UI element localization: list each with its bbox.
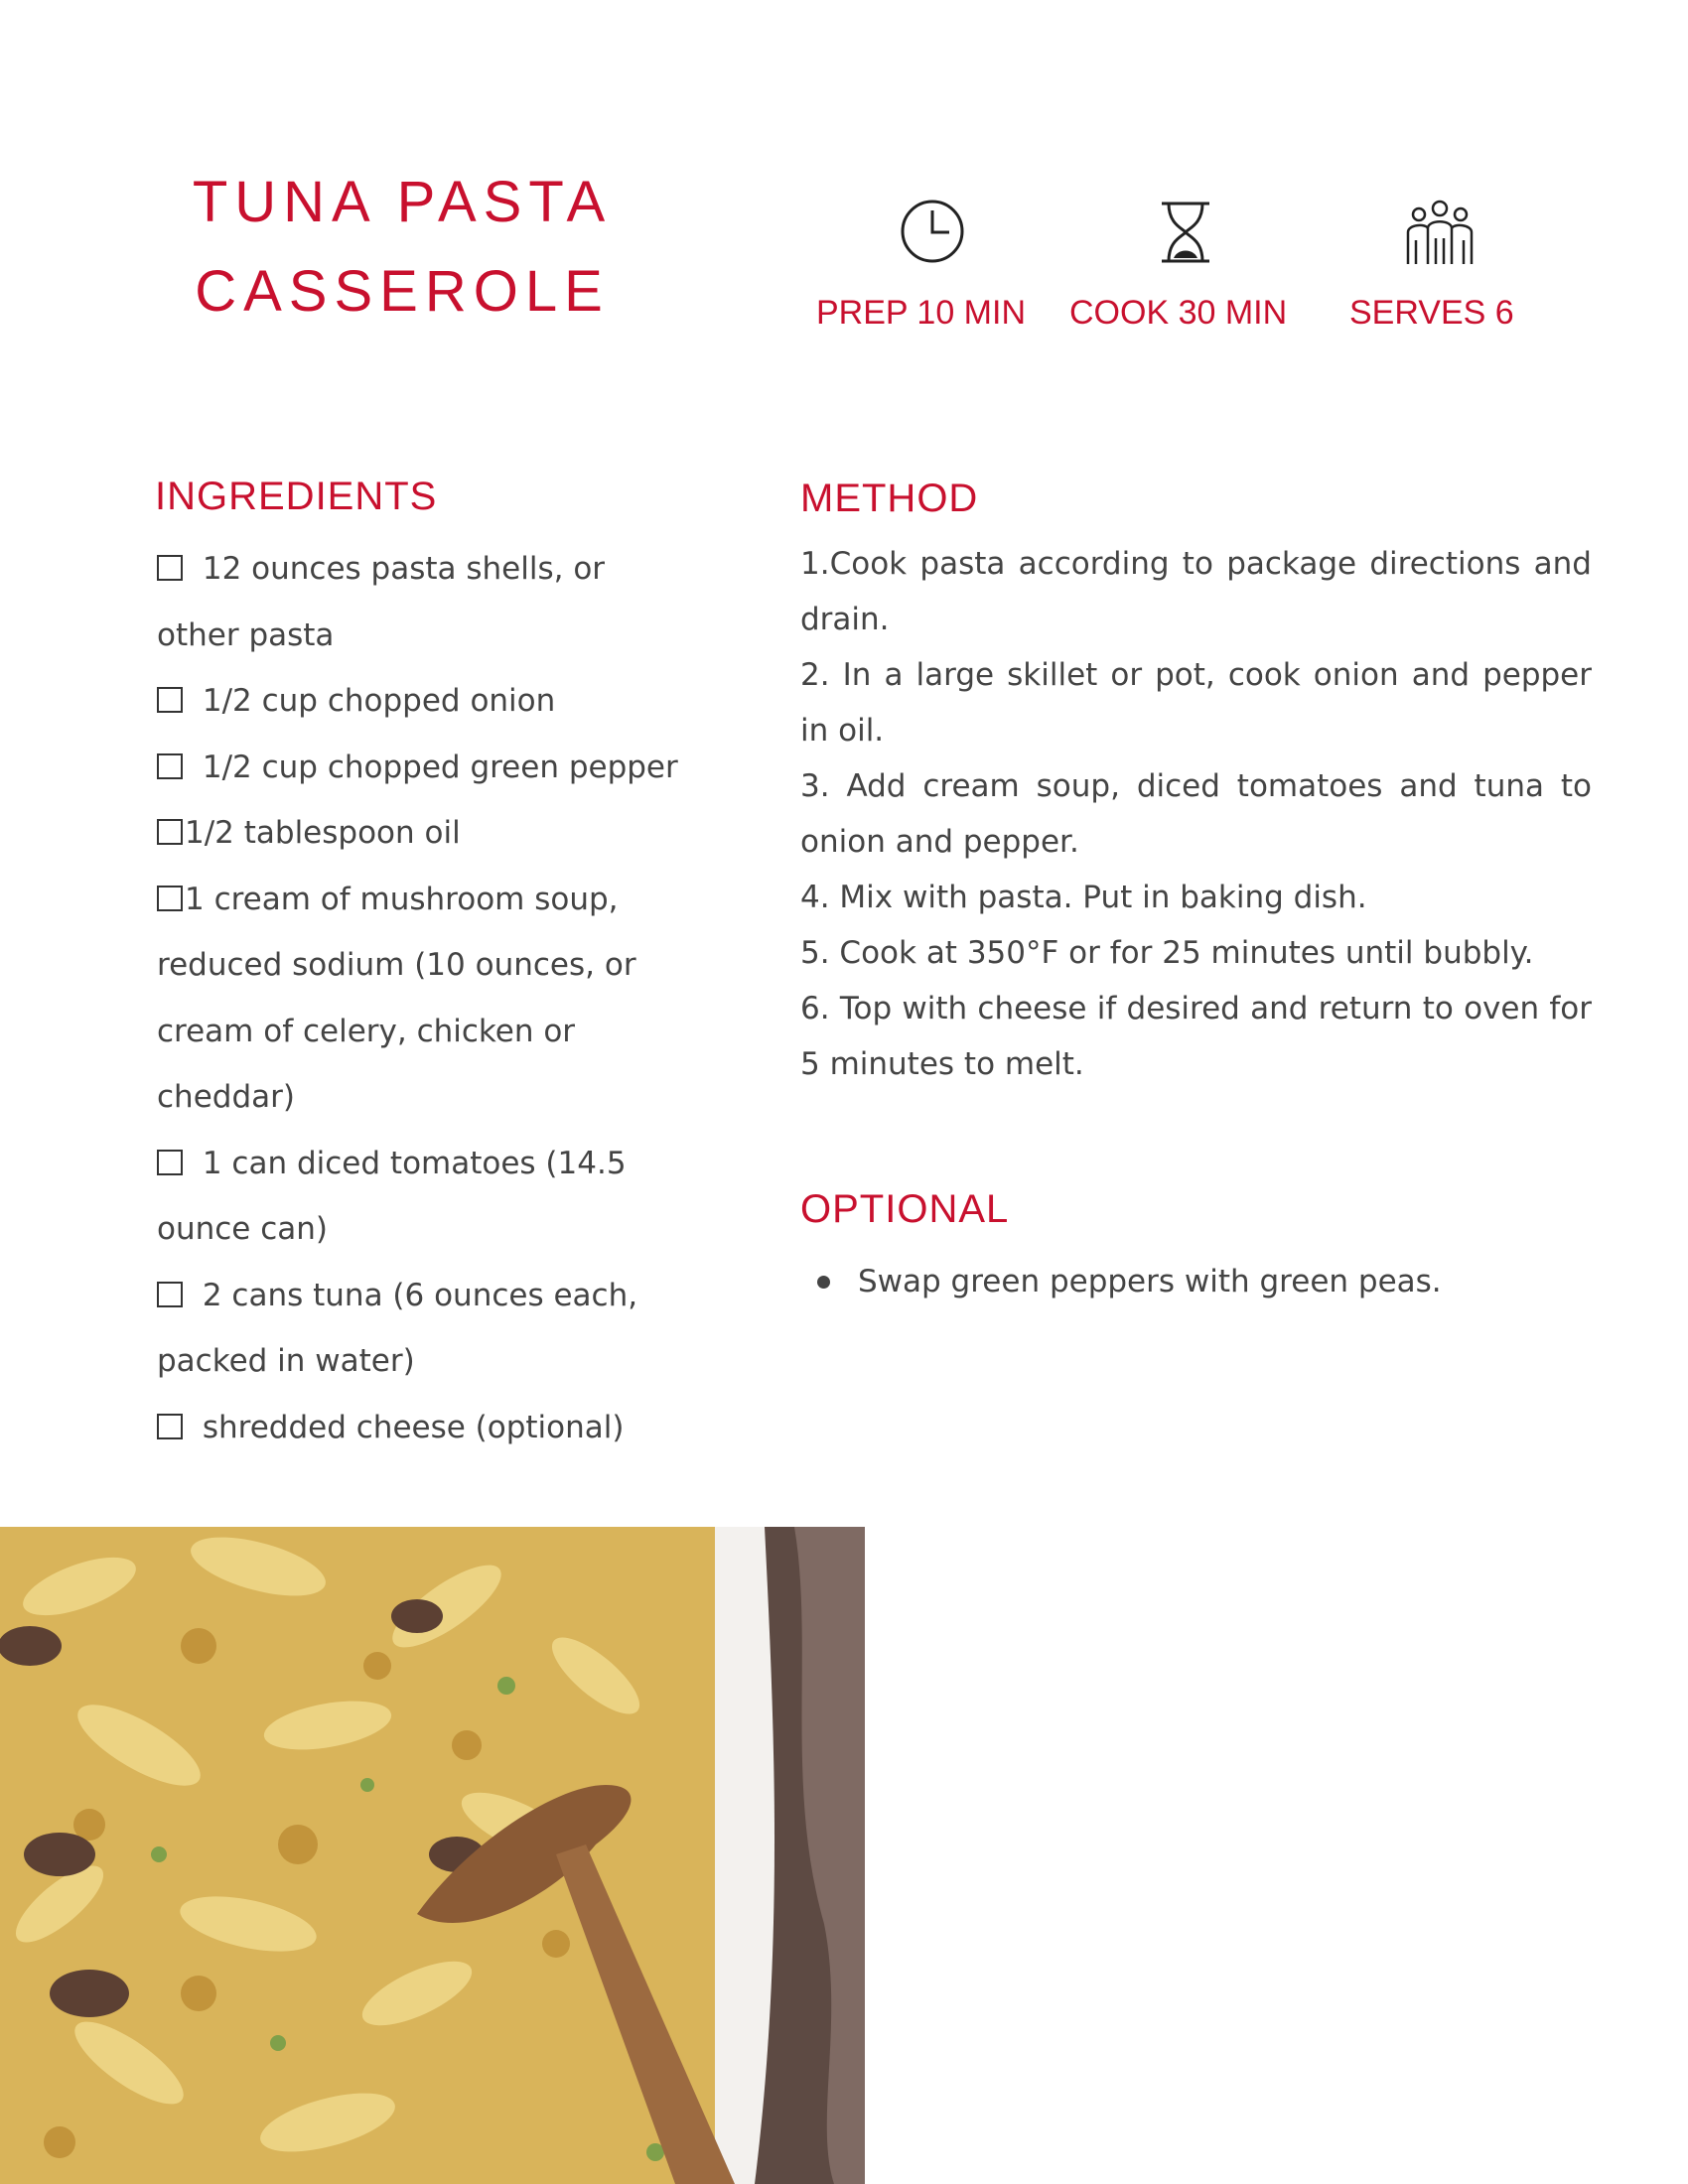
method-step: 1.Cook pasta according to package directions and drain. — [800, 546, 1592, 637]
method-steps — [800, 536, 1592, 1092]
casserole-photo — [0, 1527, 865, 2184]
recipe-title-line-2: CASSEROLE — [195, 259, 610, 324]
method-step: 5. Cook at 350°F or for 25 minutes until bubbly. — [800, 935, 1534, 971]
checkbox[interactable] — [157, 819, 183, 845]
checkbox[interactable] — [157, 555, 183, 581]
ingredients-heading: INGREDIENTS — [155, 475, 438, 518]
ingredient-item[interactable]: 1/2 cup chopped green pepper — [157, 735, 683, 801]
servings-label: SERVES 6 — [1349, 294, 1514, 332]
checkbox[interactable] — [157, 1150, 183, 1175]
ingredient-item[interactable]: shredded cheese (optional) — [157, 1395, 683, 1461]
bullet-icon — [817, 1276, 830, 1289]
ingredients-list — [157, 536, 683, 1460]
method-step: 2. In a large skillet or pot, cook onion and pepper in oil. — [800, 657, 1592, 749]
optional-heading: OPTIONAL — [800, 1187, 1010, 1231]
optional-item: Swap green peppers with green peas. — [800, 1254, 1592, 1309]
method-step: 3. Add cream soup, diced tomatoes and tuna to onion and pepper. — [800, 768, 1592, 860]
checkbox[interactable] — [157, 886, 183, 911]
cook-time-label: COOK 30 MIN — [1069, 294, 1288, 332]
checkbox[interactable] — [157, 753, 183, 779]
method-step: 4. Mix with pasta. Put in baking dish. — [800, 880, 1367, 915]
ingredient-item[interactable]: 1/2 tablespoon oil — [157, 800, 683, 867]
method-step: 6. Top with cheese if desired and return to oven for 5 minutes to melt. — [800, 991, 1592, 1082]
ingredient-item[interactable]: 12 ounces pasta shells, or other pasta — [157, 551, 606, 653]
checkbox[interactable] — [157, 1282, 183, 1307]
recipe-title-line-1: TUNA PASTA — [192, 170, 613, 234]
clock-icon — [900, 199, 965, 264]
people-icon — [1404, 199, 1476, 266]
checkbox[interactable] — [157, 1414, 183, 1439]
prep-time-label: PREP 10 MIN — [816, 294, 1027, 332]
hourglass-icon — [1158, 201, 1213, 264]
ingredient-item[interactable]: 2 cans tuna (6 ounces each, packed in water) — [157, 1277, 638, 1379]
method-heading: METHOD — [800, 477, 979, 520]
checkbox[interactable] — [157, 687, 183, 713]
ingredient-item[interactable]: 1 cream of mushroom soup, reduced sodium (10 ounces, or cream of celery, chicken or cheddar) — [157, 881, 636, 1115]
ingredient-item[interactable]: 1/2 cup chopped onion — [157, 668, 683, 735]
optional-list — [800, 1254, 1592, 1309]
ingredient-item[interactable]: 1 can diced tomatoes (14.5 ounce can) — [157, 1145, 627, 1247]
